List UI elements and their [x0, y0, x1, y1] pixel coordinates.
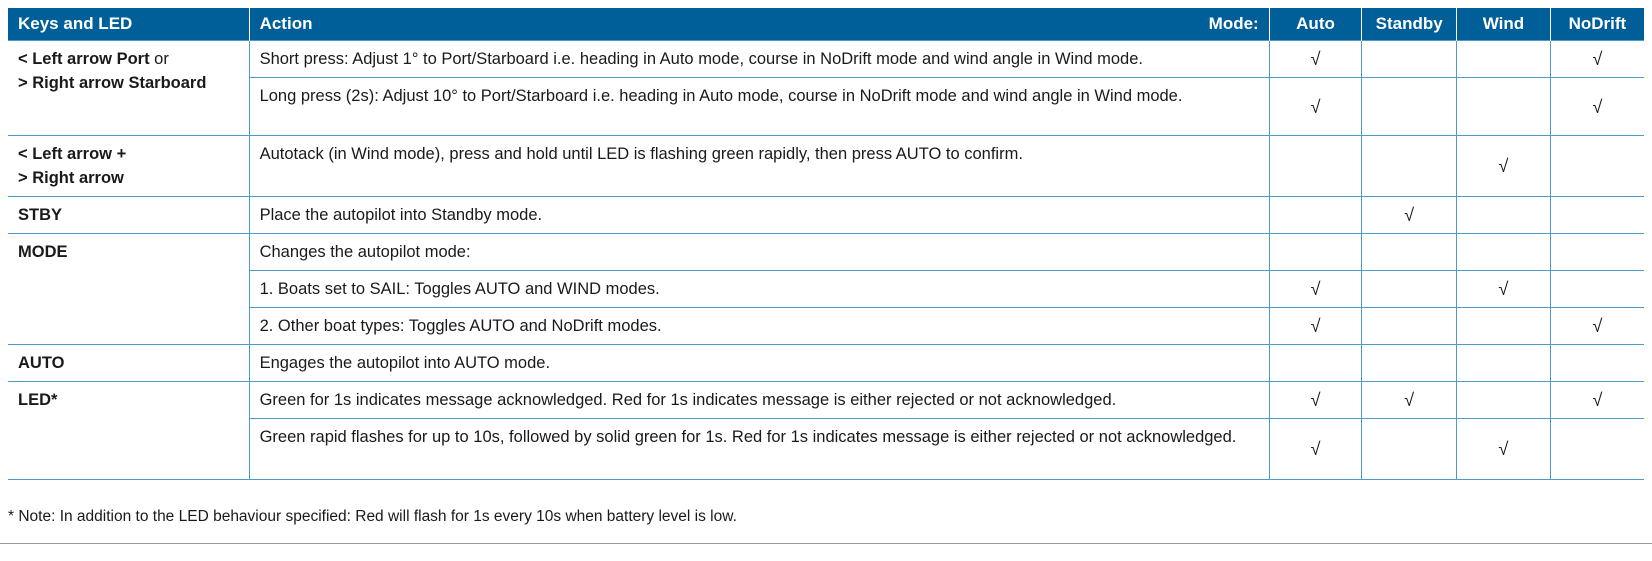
check-cell [1550, 345, 1644, 382]
check-cell [1550, 197, 1644, 234]
check-mark-cell: √ [1550, 382, 1644, 419]
header-keys: Keys and LED [8, 8, 249, 41]
action-cell: Place the autopilot into Standby mode. [249, 197, 1269, 234]
check-mark-cell: √ [1362, 197, 1457, 234]
check-mark-cell: √ [1457, 419, 1551, 480]
check-cell [1457, 41, 1551, 78]
check-cell [1550, 136, 1644, 197]
check-cell [1550, 234, 1644, 271]
check-cell [1362, 41, 1457, 78]
action-cell: Green for 1s indicates message acknowledged. Red for 1s indicates message is either rejected or not acknowledged. [249, 382, 1269, 419]
check-mark-cell: √ [1269, 271, 1362, 308]
action-cell: Engages the autopilot into AUTO mode. [249, 345, 1269, 382]
table-row [8, 419, 1644, 480]
check-mark-cell: √ [1550, 78, 1644, 136]
footnote: * Note: In addition to the LED behaviour specified: Red will flash for 1s every 10s when battery level is low. [8, 508, 737, 525]
key-label-2: > Right arrow [18, 169, 124, 187]
header-mode-label: Mode: [1208, 14, 1259, 33]
key-cell-auto: AUTO [8, 345, 249, 382]
check-cell [1362, 308, 1457, 345]
table-row [8, 136, 1644, 197]
check-cell [1269, 345, 1362, 382]
header-row [8, 8, 1644, 41]
check-cell [1362, 78, 1457, 136]
check-mark-cell: √ [1550, 308, 1644, 345]
check-cell [1362, 345, 1457, 382]
key-label-or: or [149, 50, 169, 68]
check-cell [1269, 197, 1362, 234]
action-cell: Autotack (in Wind mode), press and hold until LED is flashing green rapidly, then press AUTO to confirm. [249, 136, 1269, 197]
table-row [8, 197, 1644, 234]
check-mark-cell: √ [1269, 382, 1362, 419]
check-cell [1457, 197, 1551, 234]
key-cell-mode: MODE [8, 234, 249, 345]
check-cell [1550, 419, 1644, 480]
bottom-divider [0, 543, 1652, 544]
keys-led-table [8, 8, 1644, 480]
header-mode-nodrift: NoDrift [1550, 8, 1644, 41]
table-row [8, 78, 1644, 136]
check-cell [1269, 234, 1362, 271]
header-action [249, 8, 1269, 41]
key-label: < Left arrow + [18, 145, 127, 163]
action-cell: 1. Boats set to SAIL: Toggles AUTO and WIND modes. [249, 271, 1269, 308]
check-mark-cell: √ [1269, 41, 1362, 78]
check-cell [1269, 136, 1362, 197]
check-cell [1550, 271, 1644, 308]
check-mark-cell: √ [1457, 136, 1551, 197]
key-label: < Left arrow Port [18, 50, 150, 68]
check-cell [1457, 308, 1551, 345]
header-action-label: Action [259, 14, 313, 33]
table-row [8, 41, 1644, 78]
header-mode-wind: Wind [1457, 8, 1551, 41]
key-cell-led: LED* [8, 382, 249, 480]
check-mark-cell: √ [1269, 419, 1362, 480]
check-mark-cell: √ [1269, 308, 1362, 345]
check-mark-cell: √ [1362, 382, 1457, 419]
action-cell: Long press (2s): Adjust 10° to Port/Starboard i.e. heading in Auto mode, course in NoDrift mode and wind angle in Wind mode. [249, 78, 1269, 136]
check-cell [1362, 136, 1457, 197]
header-mode-standby: Standby [1362, 8, 1457, 41]
check-mark-cell: √ [1550, 41, 1644, 78]
action-cell: Green rapid flashes for up to 10s, followed by solid green for 1s. Red for 1s indicates message is either rejected or not acknowledged. [249, 419, 1269, 480]
check-cell [1457, 345, 1551, 382]
header-mode-auto: Auto [1269, 8, 1362, 41]
action-cell: 2. Other boat types: Toggles AUTO and NoDrift modes. [249, 308, 1269, 345]
check-mark-cell: √ [1269, 78, 1362, 136]
key-label-2: > Right arrow Starboard [18, 74, 207, 92]
check-mark-cell: √ [1457, 271, 1551, 308]
action-cell: Changes the autopilot mode: [249, 234, 1269, 271]
check-cell [1457, 382, 1551, 419]
check-cell [1362, 234, 1457, 271]
key-cell-stby: STBY [8, 197, 249, 234]
key-cell-arrows [8, 41, 249, 136]
check-cell [1457, 234, 1551, 271]
key-cell-autotack [8, 136, 249, 197]
check-cell [1362, 271, 1457, 308]
action-cell: Short press: Adjust 1° to Port/Starboard i.e. heading in Auto mode, course in NoDrift mode and wind angle in Wind mode. [249, 41, 1269, 78]
table-row [8, 308, 1644, 345]
check-cell [1362, 419, 1457, 480]
table-row [8, 345, 1644, 382]
table-row [8, 271, 1644, 308]
table-row [8, 234, 1644, 271]
table-row [8, 382, 1644, 419]
check-cell [1457, 78, 1551, 136]
